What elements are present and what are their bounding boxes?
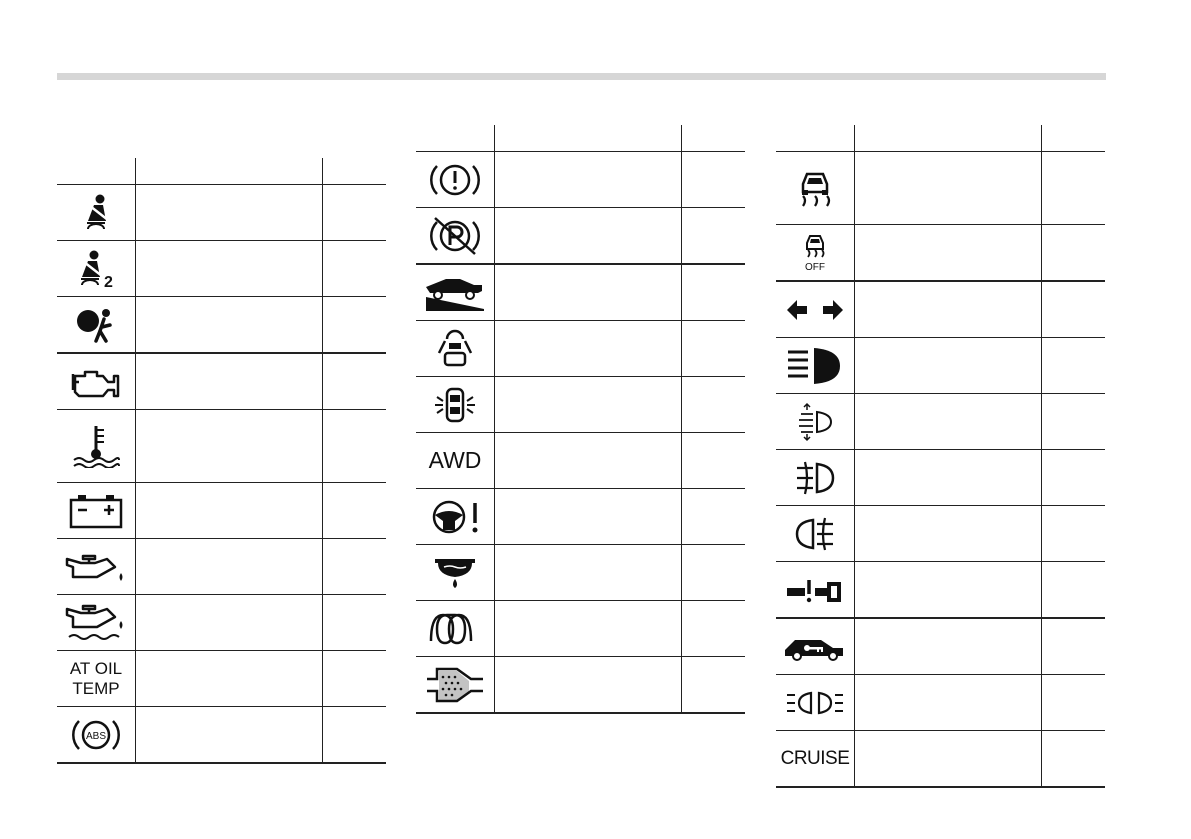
parking-lights-icon: [776, 675, 854, 730]
airbag-icon: [57, 297, 135, 352]
table-row: [416, 601, 745, 657]
indicator-table-left: [57, 158, 386, 764]
seatbelt-icon: [57, 185, 135, 240]
table-row: [416, 657, 745, 714]
table-row: [416, 321, 745, 377]
power-steering-warning-icon: [416, 489, 494, 544]
table-row: [57, 483, 386, 539]
table-row: [776, 506, 1105, 562]
abs-label: ABS: [85, 730, 107, 742]
vehicle-proximity-icon: [416, 377, 494, 432]
table-row: [416, 152, 745, 208]
battery-charge-icon: [57, 483, 135, 538]
at-oil-text-line1: AT OIL: [69, 658, 123, 678]
table-row: [776, 152, 1105, 225]
rear-fog-light-icon: [776, 506, 854, 561]
table-row: [416, 545, 745, 601]
table-header: [57, 158, 386, 185]
table-row: [57, 410, 386, 483]
table-row: [416, 265, 745, 321]
awd-text: [416, 433, 494, 488]
glow-plug-icon: [416, 601, 494, 656]
awd-label: AWD: [428, 447, 482, 473]
table-row: [57, 297, 386, 354]
indicator-table-right: [776, 125, 1105, 788]
table-row: [57, 354, 386, 410]
abs-icon: [57, 707, 135, 762]
turn-signal-icon: [776, 282, 854, 337]
seatbelt-passenger-2-icon: [57, 241, 135, 296]
table-row: [776, 282, 1105, 338]
at-oil-text-line2: TEMP: [72, 678, 120, 698]
off-label: OFF: [805, 261, 825, 273]
table-row: [416, 377, 745, 433]
table-row: [57, 185, 386, 241]
table-row: [416, 208, 745, 265]
table-row: [776, 675, 1105, 731]
traction-control-off-icon: [776, 225, 854, 280]
table-row: [776, 731, 1105, 788]
svg-text:2: 2: [104, 273, 113, 289]
table-row: [416, 433, 745, 489]
headlight-leveling-icon: [776, 394, 854, 449]
table-row: [57, 595, 386, 651]
indicator-table-middle: [416, 125, 745, 714]
door-open-icon: [416, 321, 494, 376]
table-row: [57, 241, 386, 297]
coolant-temperature-icon: [57, 410, 135, 482]
traction-control-icon: [776, 152, 854, 224]
immobilizer-key-icon: [776, 562, 854, 617]
table-row: [776, 394, 1105, 450]
table-row: [416, 489, 745, 545]
cruise-label: CRUISE: [780, 748, 850, 769]
at-oil-temp-text: [57, 651, 135, 706]
table-row: [776, 225, 1105, 282]
table-header: [416, 125, 745, 152]
diesel-particulate-filter-icon: [416, 657, 494, 712]
oil-pressure-icon: [57, 539, 135, 594]
check-engine-icon: [57, 354, 135, 409]
cruise-text: [776, 731, 854, 786]
electronic-parking-brake-icon: [416, 208, 494, 263]
table-row: [776, 562, 1105, 619]
top-rule-bar: [57, 73, 1106, 80]
table-row: [776, 450, 1105, 506]
table-row: [57, 539, 386, 595]
table-row: [776, 619, 1105, 675]
fuel-filter-water-icon: [416, 545, 494, 600]
high-beam-icon: [776, 338, 854, 393]
brake-warning-icon: [416, 152, 494, 207]
table-header: [776, 125, 1105, 152]
table-row: [776, 338, 1105, 394]
table-row: [57, 651, 386, 707]
security-indicator-icon: [776, 619, 854, 674]
hill-descent-icon: [416, 265, 494, 320]
low-oil-level-icon: [57, 595, 135, 650]
front-fog-light-icon: [776, 450, 854, 505]
table-row: [57, 707, 386, 764]
